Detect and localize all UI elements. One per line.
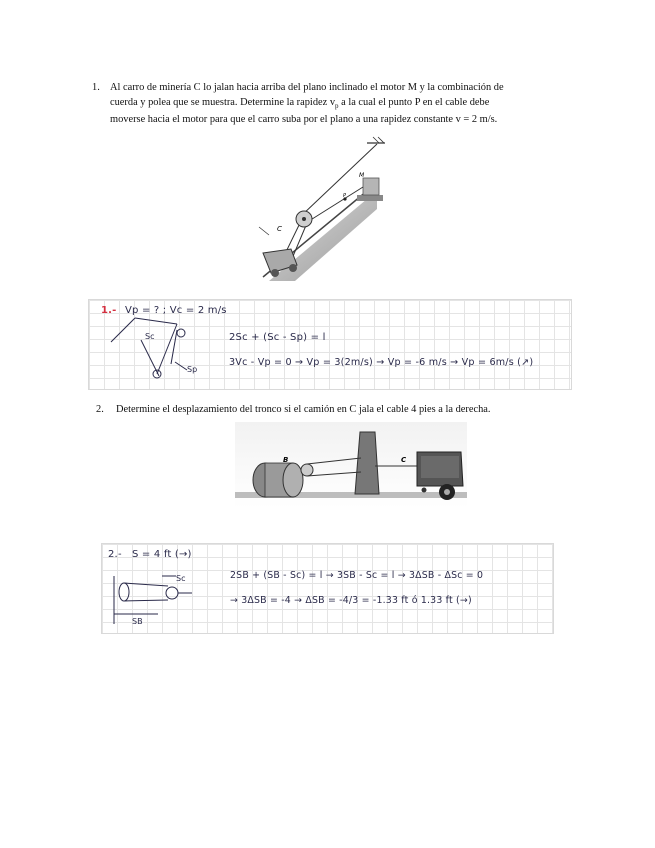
solution-2-notes (101, 543, 554, 634)
truck-label: C (401, 456, 407, 464)
sketch-label-sb: SB (132, 617, 143, 626)
motor-label: M (359, 172, 365, 179)
problem-1-number: 1. (92, 82, 100, 93)
solution-2-givens: S = 4 ft (→) (132, 549, 192, 560)
sketch-label-sp: Sp (187, 365, 198, 374)
sketch-pulley-top (177, 329, 185, 337)
solution-2-index: 2.- (108, 549, 122, 560)
solution-1-equation-2: 3Vc - Vp = 0 → Vp = 3(2m/s) → Vp = -6 m/s → Vp = 6m/s (↗) (229, 357, 534, 368)
solution-2-equation-1: 2SB + (SB - Sc) = l → 3SB - Sc = l → 3ΔSB - ΔSc = 0 (230, 570, 484, 581)
solution-1-givens: Vp = ? ; Vc = 2 m/s (125, 305, 227, 316)
motor-platform (357, 195, 383, 201)
problem-1-line-3: moverse hacia el motor para que el carro suba por el plano a una rapidez constante v = 2 m/s. (110, 114, 498, 126)
cart-label: C (277, 225, 282, 233)
truck-log-figure (235, 422, 467, 508)
solution-1-notes (88, 299, 572, 390)
problem-2-number: 2. (96, 404, 104, 415)
log-pulley (301, 464, 313, 476)
motor-body (363, 178, 379, 195)
cart-wheel-rear (271, 269, 279, 277)
sketch-log (119, 583, 129, 601)
sketch-label-sc: Sc (145, 332, 155, 341)
sketch-pulley (166, 587, 178, 599)
mining-cart-figure (249, 131, 389, 287)
solution-2-equation-2: → 3ΔSB = -4 → ΔSB = -4/3 = -1.33 ft ó 1.33 ft (→) (230, 595, 472, 606)
problem-1-line-2: cuerda y polea que se muestra. Determine la rapidez $v_p$ a la cual el punto P en el cable debe (110, 96, 490, 110)
problem-2-line: Determine el desplazamiento del tronco si el camión en C jala el cable 4 pies a la derecha. (116, 404, 491, 415)
problem-1-line-1: Al carro de minería C lo jalan hacia arriba del plano inclinado el motor M y la combinación de (110, 82, 504, 93)
solution-1-index: 1.- (101, 305, 117, 316)
point-p-label: P (343, 193, 347, 199)
sketch-label-sc: Sc (176, 574, 186, 583)
log-label: B (283, 456, 289, 464)
cart-wheel-front (289, 264, 297, 272)
solution-1-equation-1: 2Sc + (Sc - Sp) = l (229, 332, 326, 343)
